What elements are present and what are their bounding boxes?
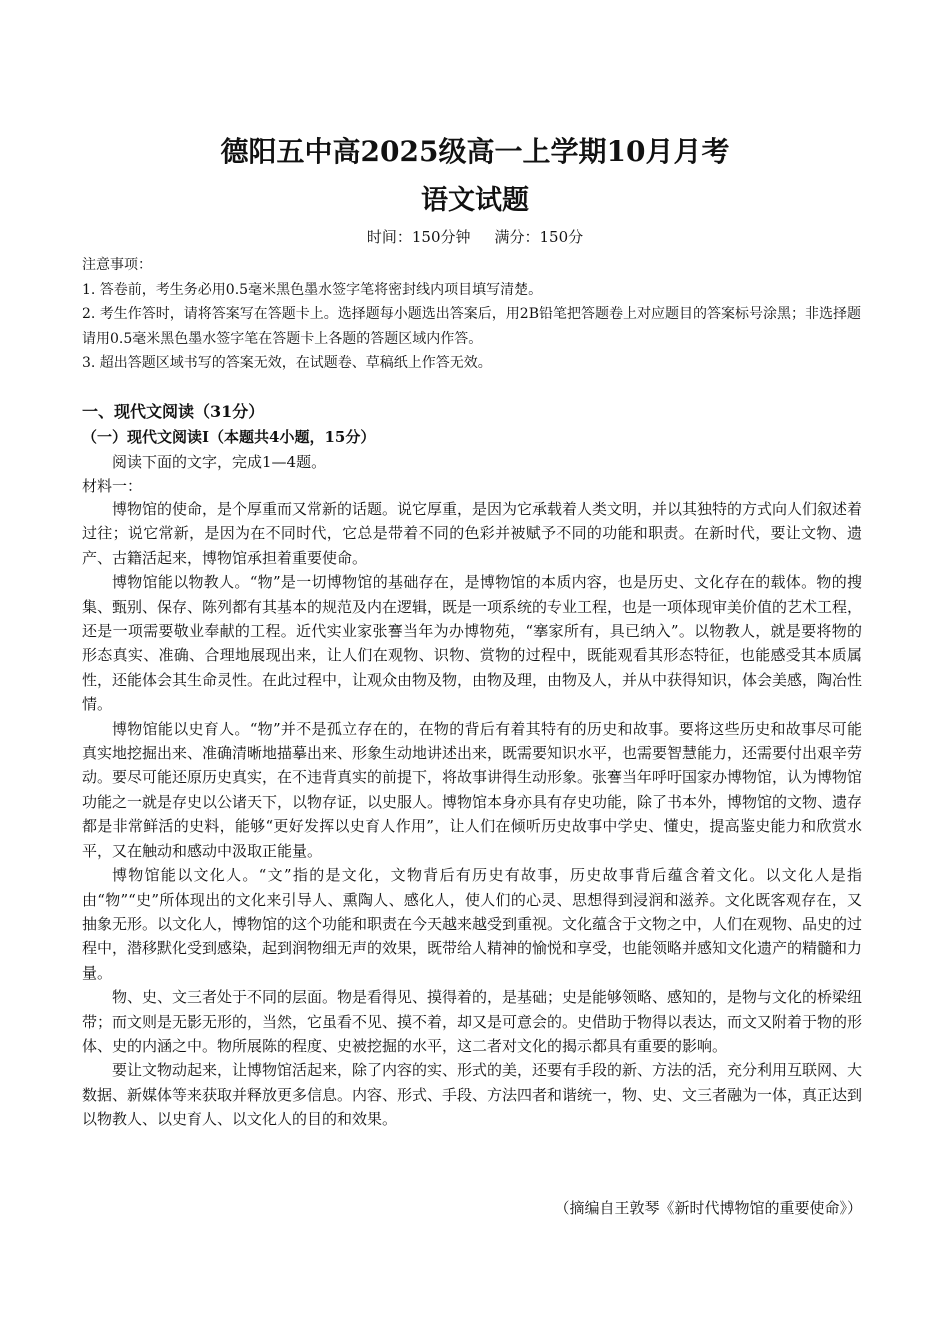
section-heading: 一、现代文阅读（31分） bbox=[82, 402, 265, 421]
exam-score: 满分：150分 bbox=[494, 228, 584, 246]
note-item: 2. 考生作答时，请将答案写在答题卡上。选择题每小题选出答案后，用2B铅笔把答题卷上对应题目的答案标号涂黑；非选择题请用0.5毫米黑色墨水签字笔在答题卡上各题的答题区域内作答。 bbox=[82, 306, 861, 347]
passage-paragraph: 博物馆能以物教人。“物”是一切博物馆的基础存在，是博物馆的本质内容，也是历史、文化存在的载体。物的搜集、甄别、保存、陈列都有其基本的规范及内在逻辑，既是一项系统的专业工程，也是一项体现审美价值的艺术工程，还是一项需要敬业奉献的工程。近代实业家张謇当年为办博物苑，“搴家所有，具已纳入”。以物教人，就是要将物的形态真实、准确、合理地展现出来，让人们在观物、识物、赏物的过程中，既能观看其形态特征，也能感受其本质属性，还能体会其生命灵性。在此过程中，让观众由物及物，由物及理，由物及人，并从中获得知识，体会美感，陶冶性情。 bbox=[82, 573, 863, 714]
exam-meta bbox=[82, 227, 868, 247]
passage-paragraph: 物、史、文三者处于不同的层面。物是看得见、摸得着的，是基础；史是能够领略、感知的，是物与文化的桥梁纽带；而文则是无影无形的，当然，它虽看不见、摸不着，却又是可意会的。史借助于物得以表达，而文又附着于物的形体、史的内涵之中。物所展陈的程度、史被挖掘的水平，这二者对文化的揭示都具有重要的影响。 bbox=[82, 988, 863, 1055]
notes-heading: 注意事项： bbox=[82, 257, 152, 273]
material-label: 材料一： bbox=[82, 477, 143, 495]
passage-paragraph: 要让文物动起来，让博物馆活起来，除了内容的实、形式的美，还要有手段的新、方法的活，充分利用互联网、大数据、新媒体等来获取并释放更多信息。内容、形式、手段、方法四者和谐统一，物、史、文三者融为一体，真正达到以物教人、以史育人、以文化人的目的和效果。 bbox=[82, 1061, 863, 1129]
passage-paragraph: 博物馆的使命，是个厚重而又常新的话题。说它厚重，是因为它承载着人类文明，并以其独特的方式向人们叙述着过往；说它常新，是因为在不同时代，它总是带着不同的色彩并被赋予不同的功能和职责。在新时代，要让文物、遗产、古籍活起来，博物馆承担着重要使命。 bbox=[82, 500, 863, 567]
note-item: 1. 答卷前，考生务必用0.5毫米黑色墨水签字笔将密封线内项目填写清楚。 bbox=[82, 281, 543, 298]
subsection-heading: （一）现代文阅读Ⅰ（本题共4小题，15分） bbox=[82, 428, 376, 446]
source-citation: （摘编自王敦琴《新时代博物馆的重要使命》） bbox=[554, 1199, 862, 1217]
note-item: 3. 超出答题区域书写的答案无效，在试题卷、草稿纸上作答无效。 bbox=[82, 355, 492, 371]
instruction-text: 阅读下面的文字，完成1—4题。 bbox=[112, 453, 327, 471]
exam-subtitle: 语文试题 bbox=[421, 185, 529, 216]
passage-paragraph: 博物馆能以文化人。“文”指的是文化，文物背后有历史有故事，历史故事背后蕴含着文化。以文化人是指由“物”“史”所体现出的文化来引导人、熏陶人、感化人，使人们的心灵、思想得到浸润和滋养。文化既客观存在，又抽象无形。以文化人，博物馆的这个功能和职责在今天越来越受到重视。文化蕴含于文物之中，人们在观物、品史的过程中，潜移默化受到感染，起到润物细无声的效果，既带给人精神的愉悦和享受，也能领略并感知文化遗产的精髓和力量。 bbox=[82, 866, 863, 982]
reading-passage bbox=[82, 497, 862, 1132]
notes-block bbox=[82, 253, 868, 376]
passage-paragraph: 博物馆能以史育人。“物”并不是孤立存在的，在物的背后有着其特有的历史和故事。要将这些历史和故事尽可能真实地挖掘出来、准确清晰地描摹出来、形象生动地讲述出来，既需要知识水平，也需要智慧能力，还需要付出艰辛劳动。要尽可能还原历史真实，在不违背真实的前提下，将故事讲得生动形象。张謇当年呼吁国家办博物馆，认为博物馆功能之一就是存史以公诸天下，以物存证，以史服人。博物馆本身亦具有存史功能，除了书本外，博物馆的文物、遗存都是非常鲜活的史料，能够“更好发挥以史育人作用”，让人们在倾听历史故事中学史、懂史，提高鉴史能力和欣赏水平，又在触动和感动中汲取正能量。 bbox=[82, 719, 863, 860]
exam-time: 时间：150分钟 bbox=[366, 228, 471, 246]
exam-title: 德阳五中高2025级高一上学期10月月考 bbox=[220, 135, 730, 168]
